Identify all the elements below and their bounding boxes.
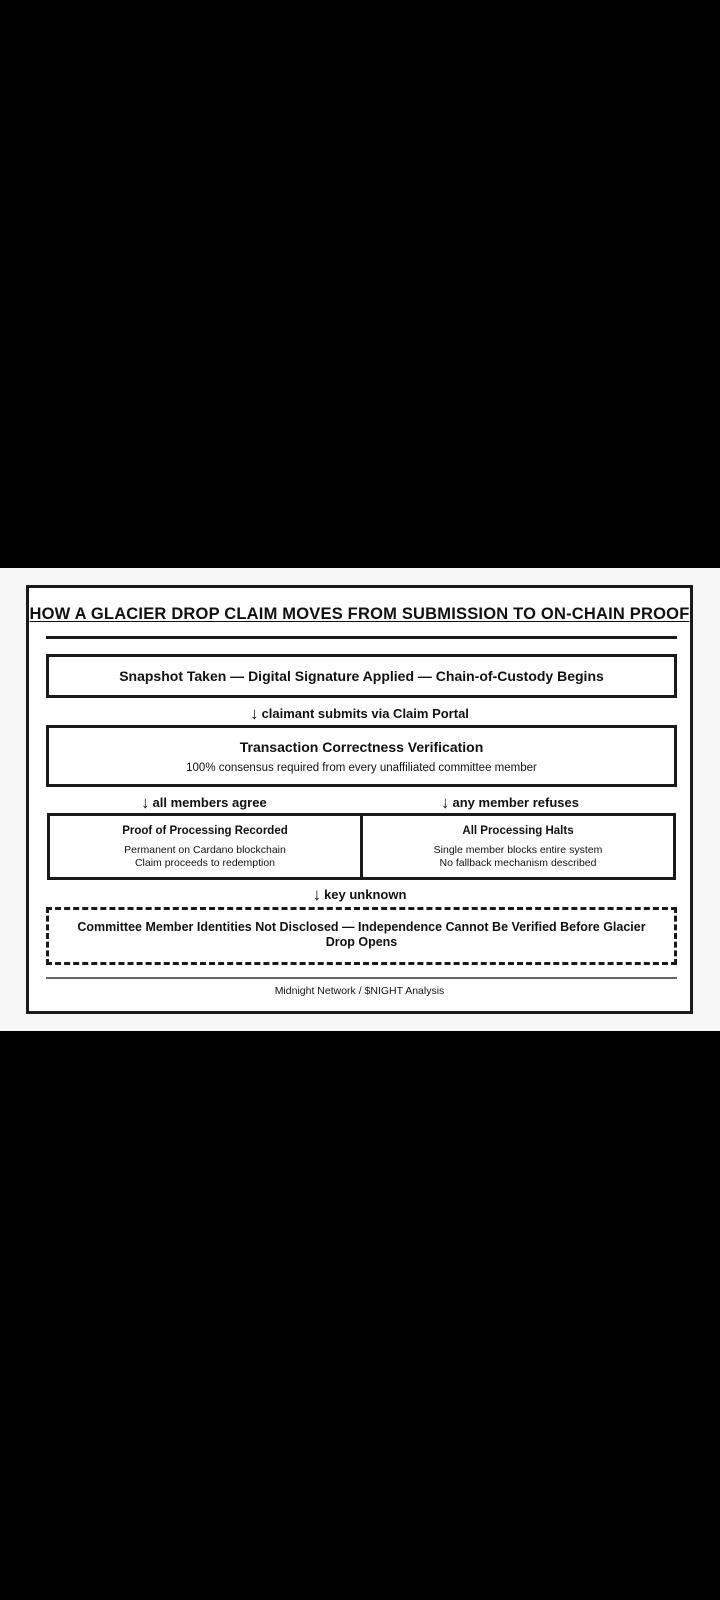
down-arrow-icon: ↓	[141, 793, 150, 812]
step-identities-box	[46, 907, 677, 965]
outcome-halts-line: Single member blocks entire system	[433, 844, 603, 856]
down-arrow-icon: ↓	[250, 704, 259, 723]
outcome-halts-line: No fallback mechanism described	[439, 857, 597, 869]
outcome-proof-line: Claim proceeds to redemption	[134, 857, 276, 869]
step-snapshot-box	[46, 654, 677, 698]
flow-diagram-card	[26, 585, 693, 1014]
outcome-processing-halts	[360, 816, 673, 877]
outcome-halts-title: All Processing Halts	[462, 825, 574, 837]
arrow-all-agree	[141, 793, 267, 813]
diagram-title: HOW A GLACIER DROP CLAIM MOVES FROM SUBMISSION TO ON-CHAIN PROOF	[29, 605, 690, 623]
step-verification-subtitle: 100% consensus required from every unaffiliated committee member	[186, 762, 537, 774]
arrow-any-refuses-label: any member refuses	[452, 795, 579, 810]
step-verification-box	[46, 725, 677, 787]
arrow-key-unknown-label: key unknown	[324, 887, 407, 902]
step-identities-label: Committee Member Identities Not Disclosed — Independence Cannot Be Verified Before Glacier Drop Opens	[77, 920, 646, 949]
arrow-claim-submission	[29, 704, 690, 724]
down-arrow-icon: ↓	[441, 793, 450, 812]
down-arrow-icon: ↓	[312, 885, 322, 904]
arrow-all-agree-label: all members agree	[152, 795, 267, 810]
outcome-branches	[47, 813, 676, 880]
step-snapshot-label: Snapshot Taken — Digital Signature Applied — Chain-of-Custody Begins	[119, 668, 604, 684]
footer-divider	[46, 977, 677, 979]
step-verification-title: Transaction Correctness Verification	[239, 739, 484, 755]
arrow-key-unknown	[29, 885, 690, 905]
source-footer: Midnight Network / $NIGHT Analysis	[274, 985, 445, 997]
arrow-any-refuses	[439, 793, 581, 813]
outcome-proof-recorded	[50, 816, 360, 877]
title-divider	[46, 636, 677, 639]
outcome-proof-line: Permanent on Cardano blockchain	[124, 844, 286, 856]
arrow-claim-submission-label: claimant submits via Claim Portal	[261, 706, 469, 721]
outcome-proof-title: Proof of Processing Recorded	[122, 825, 288, 837]
